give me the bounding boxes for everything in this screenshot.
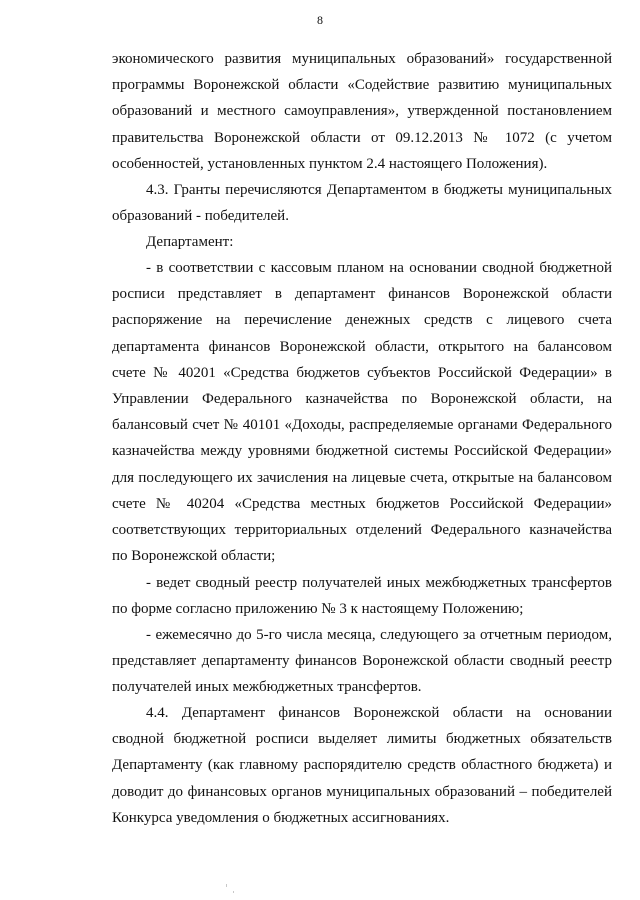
text-line: балансовый счет № 40101 «Доходы, распределяемые органами Федерального xyxy=(112,417,612,434)
text-line: экономического развития муниципальных образований» государственной xyxy=(112,51,612,67)
text-line: счете № 40201 «Средства бюджетов субъектов Российской Федерации» в xyxy=(112,364,612,381)
text-line: по форме согласно приложению № 3 к настоящему Положению; xyxy=(112,601,524,618)
scan-speck xyxy=(233,891,234,893)
text-line: соответствующих территориальных отделений Федерального казначейства xyxy=(112,522,612,539)
paragraph-bullet-cash-plan xyxy=(112,255,612,569)
text-line: особенностей, установленных пунктом 2.4 настоящего Положения). xyxy=(112,155,548,172)
text-line: 4.3. Гранты перечисляются Департаментом в бюджеты муниципальных xyxy=(146,182,612,198)
scan-speck xyxy=(226,884,227,887)
text-line: Департамент: xyxy=(146,234,234,250)
paragraph-4-3 xyxy=(112,177,612,229)
paragraph-continuation xyxy=(112,46,612,177)
paragraph-bullet-registry xyxy=(112,570,612,622)
text-line: образований и местного самоуправления», утвержденной постановлением xyxy=(112,103,612,120)
text-line: распоряжение на перечисление денежных средств с лицевого счета xyxy=(112,312,612,329)
text-line: - ведет сводный реестр получателей иных межбюджетных трансфертов xyxy=(146,575,612,591)
text-line: - в соответствии с кассовым планом на основании сводной бюджетной xyxy=(146,260,612,276)
text-line: росписи представляет в департамент финансов Воронежской области xyxy=(112,286,612,303)
text-line: по Воронежской области; xyxy=(112,548,276,565)
text-line: программы Воронежской области «Содействие развитию муниципальных xyxy=(112,77,612,94)
text-line: счете № 40204 «Средства местных бюджетов Российской Федерации» xyxy=(112,495,612,512)
text-line: казначейства между уровнями бюджетной системы Российской Федерации» xyxy=(112,443,612,460)
text-line: образований - победителей. xyxy=(112,208,289,225)
text-line: департамента финансов Воронежской области, открытого на балансовом xyxy=(112,338,612,355)
text-line: представляет департаменту финансов Воронежской области сводный реестр xyxy=(112,653,612,670)
text-line: получателей иных межбюджетных трансфертов. xyxy=(112,679,422,696)
text-line: для последующего их зачисления на лицевые счета, открытые на балансовом xyxy=(112,469,612,486)
text-line: Департаменту (как главному распорядителю средств областного бюджета) и xyxy=(112,757,612,774)
text-line: Управлении Федерального казначейства по Воронежской области, на xyxy=(112,391,612,408)
text-line: правительства Воронежской области от 09.12.2013 № 1072 (с учетом xyxy=(112,129,612,146)
text-line: доводит до финансовых органов муниципальных образований – победителей xyxy=(112,783,612,800)
text-line: 4.4. Департамент финансов Воронежской области на основании xyxy=(146,705,612,721)
text-line: сводной бюджетной росписи выделяет лимиты бюджетных обязательств xyxy=(112,731,612,748)
text-line: Конкурса уведомления о бюджетных ассигнованиях. xyxy=(112,809,450,826)
paragraph-4-4 xyxy=(112,700,612,831)
page-number: 8 xyxy=(317,13,323,27)
paragraph-department-heading xyxy=(112,229,612,255)
text-line: - ежемесячно до 5-го числа месяца, следующего за отчетным периодом, xyxy=(146,627,612,643)
paragraph-bullet-monthly xyxy=(112,622,612,701)
